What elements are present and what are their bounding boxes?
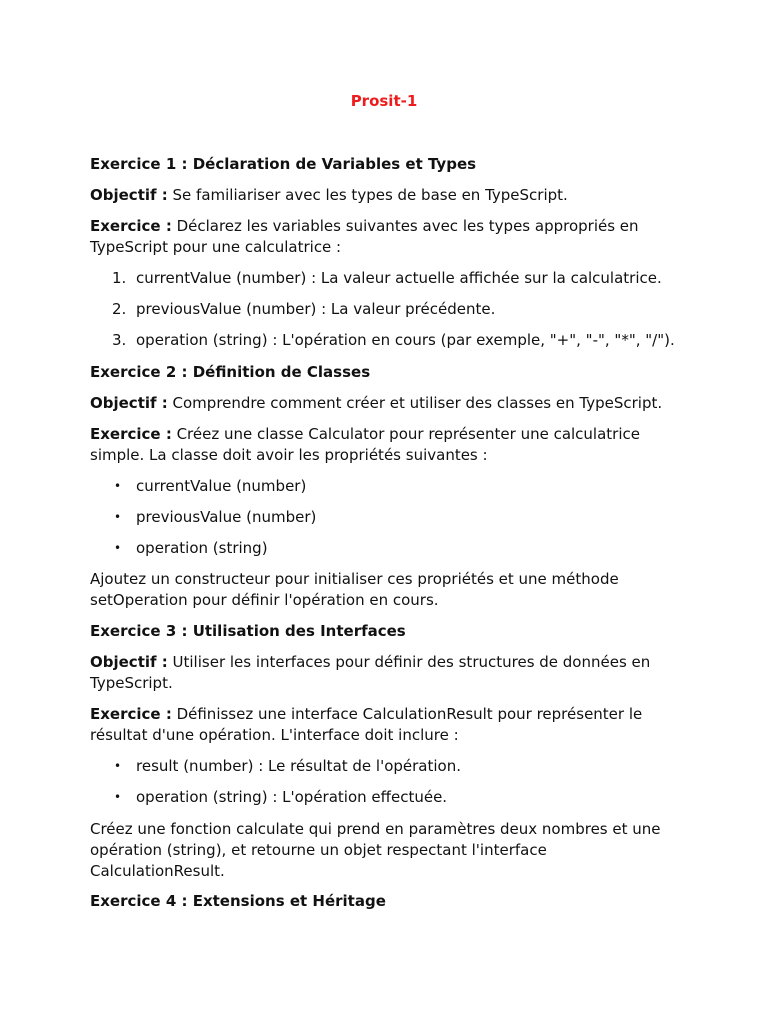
exercise-2-objective: [90, 393, 690, 414]
objective-label: Objectif :: [90, 186, 168, 204]
objective-label: Objectif :: [90, 394, 168, 412]
exercise-2-note-line-1: Ajoutez un constructeur pour initialiser ces propriétés et une méthode: [90, 570, 619, 588]
instruction-text: Créez une classe Calculator pour représenter une calculatrice: [171, 425, 640, 443]
exercise-3-note-line-1: Créez une fonction calculate qui prend en paramètres deux nombres et une: [90, 820, 661, 838]
exercise-2-instruction-line-2: simple. La classe doit avoir les propriétés suivantes :: [90, 446, 488, 464]
list-number: 2.: [112, 300, 127, 318]
objective-label: Objectif :: [90, 653, 168, 671]
bullet-icon: •: [114, 759, 122, 773]
bullet-icon: •: [114, 510, 122, 524]
instruction-text: Déclarez les variables suivantes avec les types appropriés en: [171, 217, 639, 235]
bullet-icon: •: [114, 790, 122, 804]
exercise-1-instruction-line-2: TypeScript pour une calculatrice :: [90, 238, 342, 256]
exercise-3-note-line-3: CalculationResult.: [90, 862, 225, 880]
exercise-label: Exercice :: [90, 217, 172, 235]
exercise-2-instruction-line-1: [90, 424, 690, 445]
exercise-3-instruction-line-1: [90, 704, 690, 725]
list-number: 3.: [112, 331, 127, 349]
list-item-text: currentValue (number): [136, 477, 307, 495]
exercise-3-instruction-line-2: résultat d'une opération. L'interface doit inclure :: [90, 726, 459, 744]
objective-text: Se familiariser avec les types de base en TypeScript.: [167, 186, 568, 204]
exercise-3-heading: Exercice 3 : Utilisation des Interfaces: [90, 622, 406, 640]
list-item-text: previousValue (number) : La valeur précédente.: [136, 300, 496, 318]
exercise-3-objective-line-2: TypeScript.: [90, 674, 173, 692]
exercise-1-heading: Exercice 1 : Déclaration de Variables et Types: [90, 155, 477, 173]
instruction-text: Définissez une interface CalculationResult pour représenter le: [171, 705, 643, 723]
exercise-1-instruction-line-1: [90, 216, 690, 237]
exercise-4-heading: Exercice 4 : Extensions et Héritage: [90, 892, 386, 910]
exercise-3-note-line-2: opération (string), et retourne un objet respectant l'interface: [90, 841, 547, 859]
exercise-2-heading: Exercice 2 : Définition de Classes: [90, 363, 371, 381]
list-item-text: operation (string) : L'opération en cours (par exemple, "+", "-", "*", "/").: [136, 331, 675, 349]
list-number: 1.: [112, 269, 127, 287]
document-title: Prosit-1: [350, 92, 418, 110]
list-item-text: previousValue (number): [136, 508, 317, 526]
list-item-text: result (number) : Le résultat de l'opération.: [136, 757, 462, 775]
list-item-text: currentValue (number) : La valeur actuelle affichée sur la calculatrice.: [136, 269, 662, 287]
exercise-label: Exercice :: [90, 705, 172, 723]
objective-text: Comprendre comment créer et utiliser des classes en TypeScript.: [167, 394, 663, 412]
list-item-text: operation (string): [136, 539, 268, 557]
bullet-icon: •: [114, 541, 122, 555]
exercise-label: Exercice :: [90, 425, 172, 443]
bullet-icon: •: [114, 479, 122, 493]
exercise-1-objective: [90, 185, 690, 206]
objective-text: Utiliser les interfaces pour définir des structures de données en: [167, 653, 651, 671]
exercise-2-note-line-2: setOperation pour définir l'opération en cours.: [90, 591, 439, 609]
list-item-text: operation (string) : L'opération effectuée.: [136, 788, 448, 806]
exercise-3-objective-line-1: [90, 652, 690, 673]
